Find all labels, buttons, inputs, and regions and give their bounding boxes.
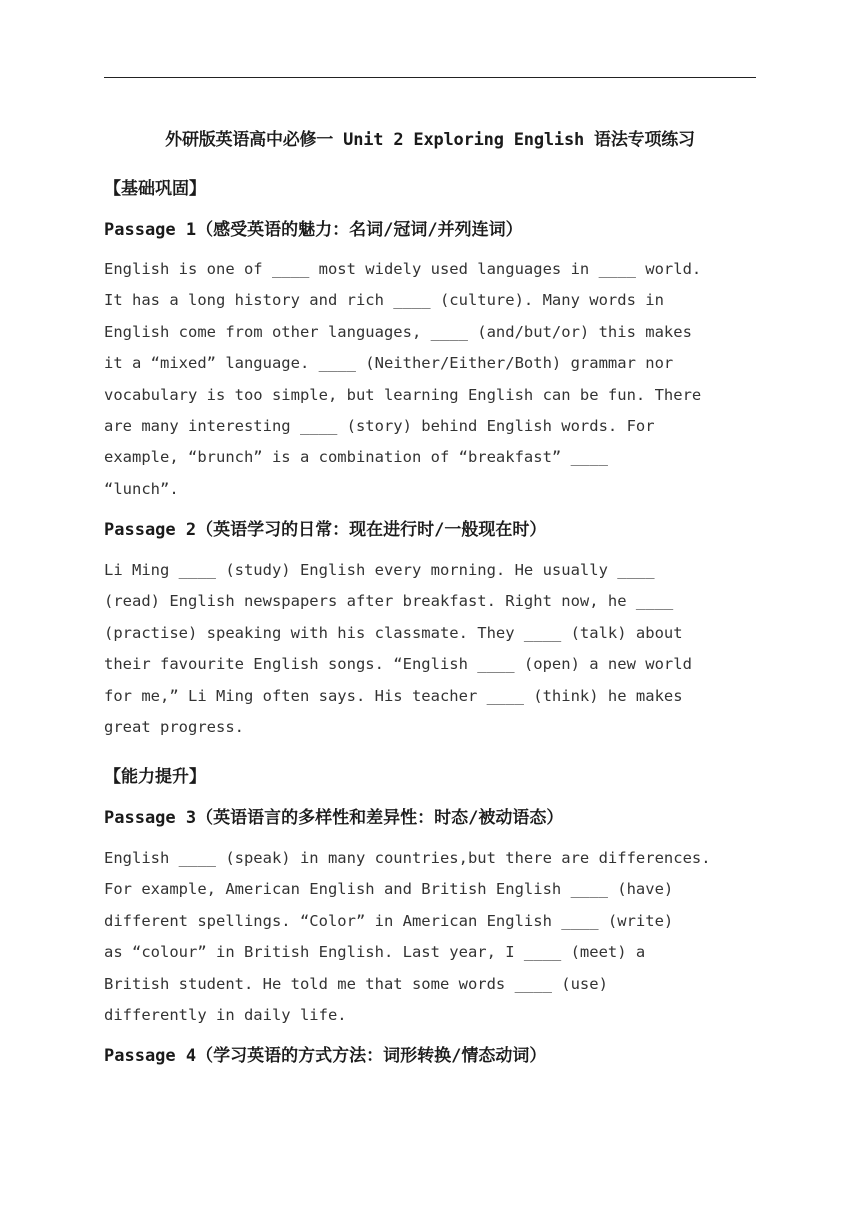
passage-body-2 xyxy=(104,555,764,743)
passage-line: for me,” Li Ming often says. His teacher ____ (think) he makes xyxy=(104,686,683,705)
passage-line: English ____ (speak) in many countries,but there are differences. xyxy=(104,849,711,867)
passage-line: it a “mixed” language. ____ (Neither/Either/Both) grammar nor xyxy=(104,354,674,373)
passage-line: are many interesting ____ (story) behind English words. For xyxy=(104,417,655,436)
passage-line: great progress. xyxy=(104,718,244,737)
passage-heading-3: Passage 3（英语语言的多样性和差异性：时态/被动语态） xyxy=(104,808,564,828)
passage-line: vocabulary is too simple, but learning English can be fun. There xyxy=(104,385,702,404)
passage-line: different spellings. “Color” in American English ____ (write) xyxy=(104,911,674,930)
passage-line: example, “brunch” is a combination of “breakfast” ____ xyxy=(104,448,608,467)
passage-heading-4: Passage 4（学习英语的方式方法：词形转换/情态动词） xyxy=(104,1046,547,1066)
passage-line: English is one of ____ most widely used languages in ____ world. xyxy=(104,260,702,278)
passage-line: differently in daily life. xyxy=(104,1006,347,1025)
passage-line: It has a long history and rich ____ (culture). Many words in xyxy=(104,291,664,310)
passage-line: their favourite English songs. “English ____ (open) a new world xyxy=(104,655,692,674)
document-title: 外研版英语高中必修一 Unit 2 Exploring English 语法专项练习 xyxy=(165,130,695,150)
passage-body-3 xyxy=(104,843,764,1031)
passage-line: “lunch”. xyxy=(104,479,179,498)
passage-line: (read) English newspapers after breakfast. Right now, he ____ xyxy=(104,592,674,611)
passage-body-1 xyxy=(104,254,764,505)
passage-line: British student. He told me that some words ____ (use) xyxy=(104,974,608,993)
passage-line: Li Ming ____ (study) English every morning. He usually ____ xyxy=(104,561,655,579)
header-rule xyxy=(104,77,756,78)
section-heading-advanced: 【能力提升】 xyxy=(104,767,206,787)
passage-line: (practise) speaking with his classmate. They ____ (talk) about xyxy=(104,623,683,642)
passage-line: as “colour” in British English. Last year, I ____ (meet) a xyxy=(104,943,646,962)
section-heading-basic: 【基础巩固】 xyxy=(104,179,206,199)
passage-heading-1: Passage 1（感受英语的魅力：名词/冠词/并列连词） xyxy=(104,220,523,240)
passage-line: English come from other languages, ____ (and/but/or) this makes xyxy=(104,322,692,341)
passage-line: For example, American English and British English ____ (have) xyxy=(104,880,674,899)
passage-heading-2: Passage 2（英语学习的日常：现在进行时/一般现在时） xyxy=(104,520,547,540)
